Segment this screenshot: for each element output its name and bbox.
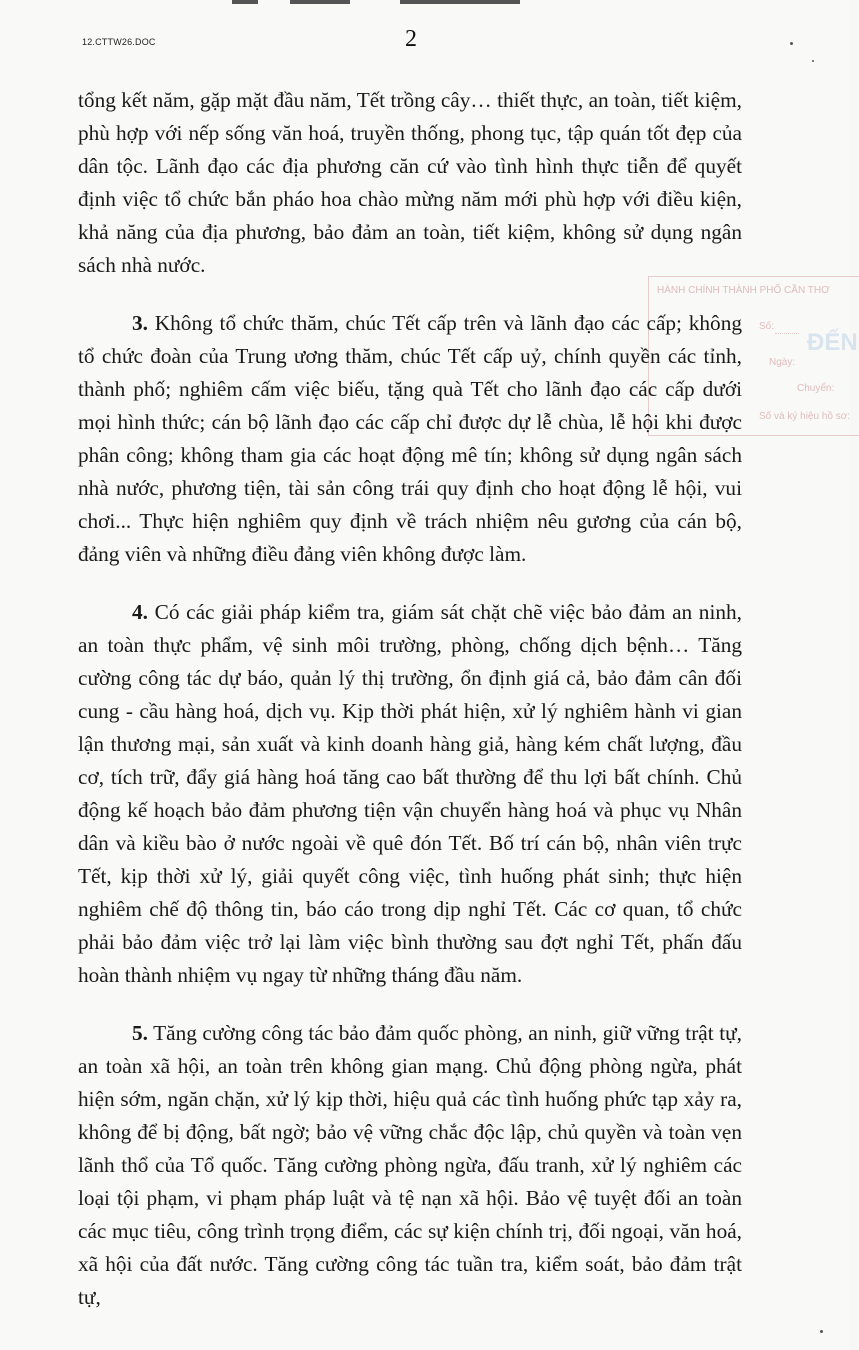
stamp-dotted-line (775, 333, 799, 334)
paragraph-text: tổng kết năm, gặp mặt đầu năm, Tết trồng cây… thiết thực, an toàn, tiết kiệm, phù hợp với nếp sống văn hoá, truyền thống, phong tục, tập quán tốt đẹp của dân tộc. Lãnh đạo các địa phương căn cứ vào tình hình thực tiễn để quyết định việc tổ chức bắn pháo hoa chào mừng năm mới phù hợp với điều kiện, khả năng của địa phương, bảo đảm an toàn, tiết kiệm, không sử dụng ngân sách nhà nước. (78, 88, 742, 277)
scan-edge-mark (290, 0, 350, 4)
body-text (78, 84, 742, 1314)
paragraph-text: Tăng cường công tác bảo đảm quốc phòng, an ninh, giữ vững trật tự, an toàn xã hội, an toàn trên không gian mạng. Chủ động phòng ngừa, phát hiện sớm, ngăn chặn, xử lý kịp thời, hiệu quả các tình huống phức tạp xảy ra, không để bị động, bất ngờ; bảo vệ vững chắc độc lập, chủ quyền và toàn vẹn lãnh thổ của Tổ quốc. Tăng cường phòng ngừa, đấu tranh, xử lý nghiêm các loại tội phạm, vi phạm pháp luật và tệ nạn xã hội. Bảo vệ tuyệt đối an toàn các mục tiêu, công trình trọng điểm, các sự kiện chính trị, đối ngoại, văn hoá, xã hội của đất nước. Tăng cường công tác tuần tra, kiểm soát, bảo đảm trật tự, (78, 1021, 742, 1309)
scan-speck (812, 60, 814, 62)
paragraph-text: Có các giải pháp kiểm tra, giám sát chặt chẽ việc bảo đảm an ninh, an toàn thực phẩm, vệ sinh môi trường, phòng, chống dịch bệnh… Tăng cường công tác dự báo, quản lý thị trường, ổn định giá cả, bảo đảm cân đối cung - cầu hàng hoá, dịch vụ. Kịp thời phát hiện, xử lý nghiêm hành vi gian lận thương mại, sản xuất và kinh doanh hàng giả, hàng kém chất lượng, đầu cơ, tích trữ, đẩy giá hàng hoá tăng cao bất thường để thu lợi bất chính. Chủ động kế hoạch bảo đảm phương tiện vận chuyển hàng hoá và phục vụ Nhân dân và kiều bào ở nước ngoài về quê đón Tết. Bố trí cán bộ, nhân viên trực Tết, kịp thời xử lý, giải quyết công việc, tình huống phát sinh; thực hiện nghiêm chế độ thông tin, báo cáo trong dịp nghỉ Tết. Các cơ quan, tổ chức phải bảo đảm việc trở lại làm việc bình thường sau đợt nghỉ Tết, phấn đấu hoàn thành nhiệm vụ ngay từ những tháng đầu năm. (78, 600, 742, 987)
stamp-big-word: ĐẾN (807, 329, 858, 356)
stamp-line: Chuyển: (797, 383, 835, 394)
paragraph-number: 3. (132, 311, 148, 335)
paragraph-item-3 (78, 307, 742, 571)
scan-edge-mark (400, 0, 520, 4)
paragraph-number: 5. (132, 1021, 148, 1045)
stamp-line: HÀNH CHÍNH THÀNH PHỐ CẦN THƠ (657, 285, 830, 296)
paragraph-number: 4. (132, 600, 148, 624)
stamp-line: Ngày: (769, 357, 796, 368)
paragraph-text: Không tổ chức thăm, chúc Tết cấp trên và lãnh đạo các cấp; không tổ chức đoàn của Trung ương thăm, chúc Tết cấp uỷ, chính quyền các tỉnh, thành phố; nghiêm cấm việc biếu, tặng quà Tết cho lãnh đạo các cấp dưới mọi hình thức; cán bộ lãnh đạo các cấp chỉ được dự lễ chùa, lễ hội khi được phân công; không tham gia các hoạt động mê tín; không sử dụng ngân sách nhà nước, phương tiện, tài sản công trái quy định cho hoạt động lễ hội, vui chơi... Thực hiện nghiêm quy định về trách nhiệm nêu gương của cán bộ, đảng viên và những điều đảng viên không được làm. (78, 311, 742, 566)
stamp-line: Số: (759, 321, 775, 332)
page-number: 2 (405, 26, 417, 52)
scan-speck (820, 1330, 823, 1333)
paragraph-item-5 (78, 1017, 742, 1314)
scan-edge-mark (232, 0, 258, 4)
paragraph-item-4 (78, 596, 742, 992)
file-name-label: 12.CTTW26.DOC (82, 37, 156, 47)
stamp-line: Số và ký hiệu hồ sơ: (759, 411, 851, 422)
paragraph-continuation (78, 84, 742, 282)
scan-speck (790, 42, 793, 45)
